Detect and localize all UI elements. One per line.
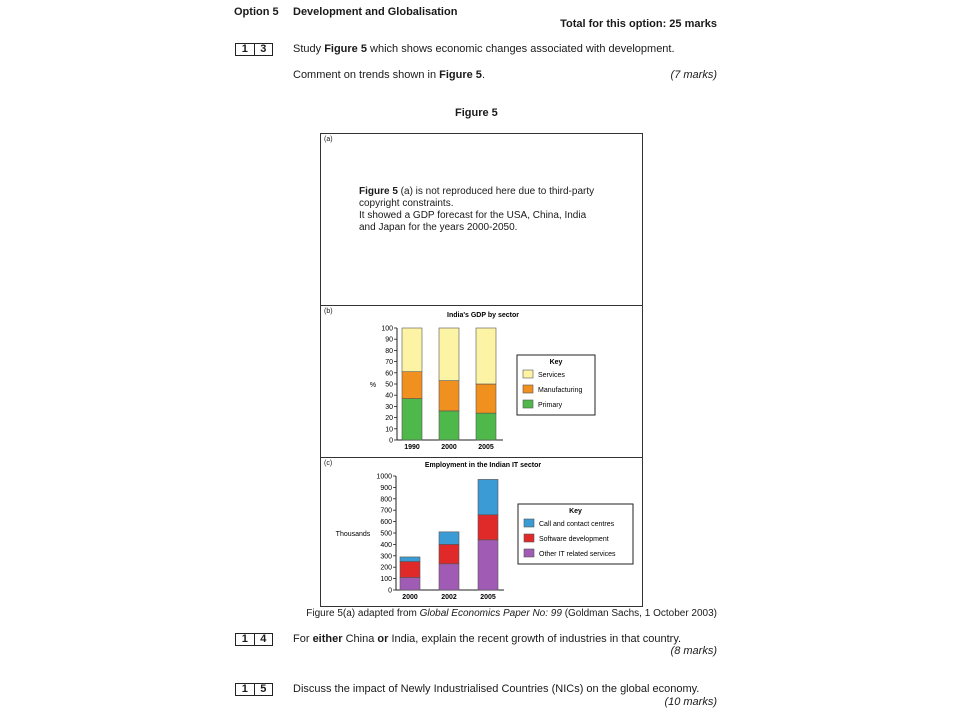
bar-segment-call-and-contact-centres: [478, 479, 498, 514]
it-employment-chart: [321, 458, 642, 606]
y-tick-label: 30: [385, 403, 393, 411]
y-tick-label: 100: [381, 325, 393, 333]
legend-swatch: [524, 519, 534, 527]
question-digit: 4: [260, 633, 267, 645]
bar-segment-software-development: [400, 562, 420, 578]
x-tick-label: 2005: [480, 594, 496, 601]
y-tick-label: 60: [385, 370, 393, 378]
figure-caption: Figure 5(a) adapted from Global Economics Paper No: 99 (Goldman Sachs, 1 October 2003): [306, 608, 717, 619]
bar-segment-call-and-contact-centres: [439, 532, 459, 545]
bar-segment-services: [476, 328, 496, 384]
question-digit: 1: [236, 684, 255, 695]
legend-swatch: [523, 385, 533, 393]
bar-segment-primary: [476, 413, 496, 440]
y-tick-label: 70: [385, 359, 393, 367]
bar-segment-call-and-contact-centres: [400, 557, 420, 562]
legend-label: Software development: [539, 536, 609, 543]
question-number-15: [235, 683, 273, 696]
panel-b-label: (b): [324, 308, 333, 315]
question-digit: 1: [236, 634, 255, 645]
x-tick-label: 2000: [441, 444, 457, 451]
bar-segment-other-it-related-services: [478, 540, 498, 590]
option-label: Option 5: [234, 6, 279, 18]
legend-title: Key: [569, 508, 582, 515]
y-tick-label: 50: [385, 381, 393, 389]
legend-swatch: [523, 370, 533, 378]
bar-segment-primary: [439, 411, 459, 440]
figure-title: Figure 5: [455, 107, 498, 119]
y-tick-label: 20: [385, 415, 393, 423]
bar-segment-primary: [402, 399, 422, 440]
q14-question: For either China or India, explain the recent growth of industries in that country.: [293, 633, 682, 645]
figure-panel-a: [320, 133, 643, 306]
bar-segment-manufacturing: [439, 381, 459, 411]
y-tick-label: 200: [380, 564, 392, 572]
copyright-note: Figure 5 (a) is not reproduced here due to third-party copyright constraints. It showed a GDP forecast for the USA, China, India and Japan for the years 2000-2050.: [359, 186, 595, 233]
option-title: Development and Globalisation: [293, 6, 458, 18]
q13-question: Comment on trends shown in Figure 5.: [293, 69, 485, 81]
legend-swatch: [524, 534, 534, 542]
y-tick-label: 800: [380, 496, 392, 504]
q13-instruction: Study Figure 5 which shows economic changes associated with development.: [293, 43, 675, 55]
question-digit: 3: [260, 43, 267, 55]
y-tick-label: 900: [380, 484, 392, 492]
y-tick-label: 80: [385, 347, 393, 355]
bar-segment-services: [402, 328, 422, 372]
bar-segment-other-it-related-services: [400, 577, 420, 590]
question-number-14: [235, 633, 273, 646]
question-digit: 1: [236, 44, 255, 55]
bar-segment-manufacturing: [476, 384, 496, 413]
bar-segment-software-development: [439, 544, 459, 563]
y-tick-label: 500: [380, 530, 392, 538]
x-tick-label: 2002: [441, 594, 457, 601]
question-number-13: [235, 43, 273, 56]
q15-marks: (10 marks): [664, 696, 717, 708]
legend-swatch: [524, 549, 534, 557]
y-tick-label: 0: [389, 437, 393, 445]
y-tick-label: 100: [380, 576, 392, 584]
q15-question: Discuss the impact of Newly Industrialised Countries (NICs) on the global economy.: [293, 683, 700, 695]
bar-segment-other-it-related-services: [439, 564, 459, 590]
y-tick-label: 400: [380, 541, 392, 549]
chart-title: Employment in the Indian IT sector: [424, 462, 542, 469]
figure-panel-b: [320, 305, 643, 458]
y-axis-label: Thousands: [335, 531, 371, 538]
legend-label: Manufacturing: [538, 387, 583, 394]
legend-title: Key: [549, 359, 563, 366]
legend-swatch: [523, 400, 533, 408]
figure-panel-c: [320, 457, 643, 607]
y-tick-label: 40: [385, 392, 393, 400]
legend-label: Other IT related services: [539, 551, 616, 558]
y-tick-label: 300: [380, 553, 392, 561]
panel-a-label: (a): [324, 136, 333, 143]
bar-segment-services: [439, 328, 459, 381]
q14-marks: (8 marks): [670, 645, 717, 657]
bar-segment-software-development: [478, 515, 498, 540]
x-tick-label: 2000: [402, 594, 418, 601]
gdp-by-sector-chart: [321, 306, 642, 457]
q13-marks: (7 marks): [670, 69, 717, 81]
y-tick-label: 600: [380, 519, 392, 527]
y-tick-label: 90: [385, 336, 393, 344]
x-tick-label: 1990: [404, 444, 420, 451]
option-total-marks: Total for this option: 25 marks: [560, 18, 717, 30]
bar-segment-manufacturing: [402, 372, 422, 399]
legend-label: Primary: [538, 402, 563, 409]
y-axis-label: %: [369, 382, 377, 389]
panel-c-label: (c): [324, 460, 333, 467]
legend-label: Call and contact centres: [539, 521, 615, 528]
y-tick-label: 1000: [376, 473, 392, 481]
chart-title: India's GDP by sector: [447, 312, 519, 319]
question-digit: 5: [260, 683, 267, 695]
legend-label: Services: [538, 372, 565, 379]
x-tick-label: 2005: [478, 444, 494, 451]
y-tick-label: 10: [385, 426, 393, 434]
y-tick-label: 700: [380, 507, 392, 515]
y-tick-label: 0: [388, 587, 392, 595]
